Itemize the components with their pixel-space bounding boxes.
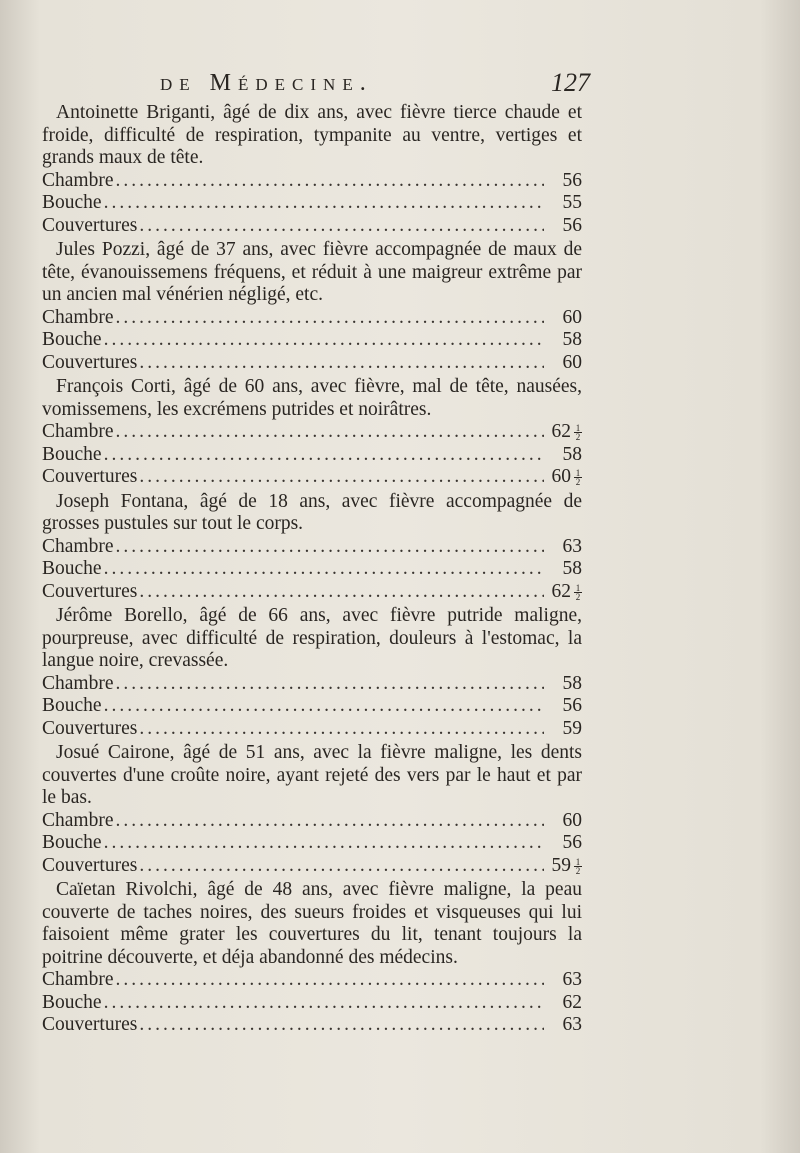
measurement-label: Bouche bbox=[42, 329, 102, 350]
patient-description-text: Caïetan Rivolchi, âgé de 48 ans, avec fièvre maligne, la peau couverte de taches noires, des sueurs froides et visqueuses qui lui faisoient même grater les couvertures du lit, tenant toujours la poitrine découverte, et déja abandonné des médecins. bbox=[42, 879, 582, 968]
dot-leader bbox=[104, 832, 544, 855]
measurement-row bbox=[42, 352, 582, 375]
measurement-label: Chambre bbox=[42, 421, 114, 442]
measurement-label: Couvertures bbox=[42, 854, 138, 876]
dot-leader bbox=[139, 581, 544, 604]
measurement-value bbox=[544, 215, 582, 238]
measurement-label: Chambre bbox=[42, 969, 114, 990]
measurement-row bbox=[42, 192, 582, 215]
patient-description-text: Joseph Fontana, âgé de 18 ans, avec fièvre accompagnée de grosses pustules sur tout le corps. bbox=[42, 490, 582, 534]
dot-leader bbox=[115, 307, 544, 330]
measurement-row bbox=[42, 855, 582, 878]
measurement-row bbox=[42, 421, 582, 444]
measurement-number: 59 bbox=[562, 717, 582, 739]
measurement-value bbox=[544, 444, 582, 467]
measurement-number: 56 bbox=[562, 214, 582, 236]
measurement-value bbox=[544, 170, 582, 193]
measurement-value bbox=[544, 695, 582, 718]
measurement-row bbox=[42, 170, 582, 193]
measurement-row bbox=[42, 536, 582, 559]
half-fraction: $\frac{1}{2}$ bbox=[575, 468, 581, 488]
measurement-number: 58 bbox=[562, 672, 582, 694]
measurement-number: 58 bbox=[562, 329, 582, 350]
measurement-value bbox=[544, 466, 582, 489]
half-fraction: $\frac{1}{2}$ bbox=[575, 423, 581, 443]
dot-leader bbox=[104, 192, 544, 215]
dot-leader bbox=[115, 421, 544, 444]
measurement-row bbox=[42, 969, 582, 992]
dot-leader bbox=[139, 215, 544, 238]
patient-description bbox=[42, 376, 582, 421]
dot-leader bbox=[115, 969, 544, 992]
measurement-row bbox=[42, 558, 582, 581]
measurement-number: 63 bbox=[562, 969, 582, 990]
measurement-number: 62 bbox=[551, 421, 571, 442]
patient-description-text: Josué Cairone, âgé de 51 ans, avec la fièvre maligne, les dents couvertes d'une croûte noire, ayant rejeté des vers par le haut et par le bas. bbox=[42, 742, 582, 808]
measurement-value bbox=[544, 352, 582, 375]
measurement-label: Couvertures bbox=[42, 351, 138, 373]
measurement-row bbox=[42, 832, 582, 855]
measurement-number: 60 bbox=[551, 466, 571, 487]
measurement-label: Couvertures bbox=[42, 717, 138, 739]
dot-leader bbox=[115, 673, 544, 696]
measurement-value bbox=[544, 329, 582, 352]
measurement-row bbox=[42, 466, 582, 489]
patient-description bbox=[42, 491, 582, 536]
measurement-value bbox=[544, 718, 582, 741]
dot-leader bbox=[104, 558, 544, 581]
measurement-row bbox=[42, 444, 582, 467]
measurement-number: 58 bbox=[562, 558, 582, 579]
patient-entry bbox=[42, 102, 582, 237]
dot-leader bbox=[139, 1014, 544, 1037]
measurement-value bbox=[544, 421, 582, 444]
measurement-row bbox=[42, 329, 582, 352]
measurement-label: Couvertures bbox=[42, 466, 138, 487]
measurement-number: 55 bbox=[562, 192, 582, 213]
measurement-number: 63 bbox=[562, 1014, 582, 1035]
measurement-value bbox=[544, 992, 582, 1015]
half-fraction: $\frac{1}{2}$ bbox=[575, 582, 581, 602]
dot-leader bbox=[139, 466, 544, 489]
measurement-label: Bouche bbox=[42, 443, 102, 465]
measurement-row bbox=[42, 673, 582, 696]
dot-leader bbox=[104, 695, 544, 718]
half-fraction: $\frac{1}{2}$ bbox=[575, 856, 581, 876]
measurement-label: Bouche bbox=[42, 558, 102, 579]
measurement-value bbox=[544, 307, 582, 330]
measurement-number: 62 bbox=[551, 580, 571, 602]
patient-entry bbox=[42, 239, 582, 374]
measurement-row bbox=[42, 215, 582, 238]
measurement-number: 62 bbox=[562, 991, 582, 1013]
dot-leader bbox=[104, 444, 544, 467]
patient-description bbox=[42, 879, 582, 969]
measurement-number: 59 bbox=[551, 854, 571, 876]
measurement-number: 60 bbox=[562, 351, 582, 373]
patient-entry bbox=[42, 376, 582, 489]
patient-description bbox=[42, 742, 582, 810]
measurement-label: Bouche bbox=[42, 991, 102, 1013]
dot-leader bbox=[104, 329, 544, 352]
measurement-value bbox=[544, 558, 582, 581]
measurement-number: 60 bbox=[562, 809, 582, 831]
measurement-row bbox=[42, 810, 582, 833]
measurement-label: Chambre bbox=[42, 169, 114, 191]
measurement-value bbox=[544, 192, 582, 215]
measurement-number: 63 bbox=[562, 535, 582, 557]
measurement-label: Chambre bbox=[42, 535, 114, 557]
measurement-number: 56 bbox=[562, 832, 582, 853]
patient-description-text: Antoinette Briganti, âgé de dix ans, avec fièvre tierce chaude et froide, difficulté de respiration, tympanite au ventre, vertiges et grands maux de tête. bbox=[42, 102, 582, 168]
measurement-label: Bouche bbox=[42, 192, 102, 213]
measurement-value bbox=[544, 969, 582, 992]
dot-leader bbox=[115, 810, 544, 833]
measurement-value bbox=[544, 581, 582, 604]
patient-entry bbox=[42, 879, 582, 1037]
dot-leader bbox=[139, 352, 544, 375]
measurement-label: Bouche bbox=[42, 832, 102, 853]
measurement-row bbox=[42, 718, 582, 741]
patient-entries bbox=[42, 102, 582, 1039]
patient-entry bbox=[42, 605, 582, 740]
measurement-number: 56 bbox=[562, 695, 582, 716]
measurement-label: Couvertures bbox=[42, 580, 138, 602]
measurement-label: Chambre bbox=[42, 672, 114, 694]
dot-leader bbox=[115, 536, 544, 559]
measurement-label: Chambre bbox=[42, 306, 114, 328]
measurement-label: Couvertures bbox=[42, 214, 138, 236]
measurement-number: 58 bbox=[562, 443, 582, 465]
measurement-number: 56 bbox=[562, 169, 582, 191]
dot-leader bbox=[104, 992, 544, 1015]
running-head: de Médecine. bbox=[160, 70, 373, 96]
measurement-label: Couvertures bbox=[42, 1014, 138, 1035]
patient-description bbox=[42, 239, 582, 307]
measurement-row bbox=[42, 695, 582, 718]
measurement-value bbox=[544, 673, 582, 696]
measurement-value bbox=[544, 1014, 582, 1037]
measurement-row bbox=[42, 307, 582, 330]
measurement-value bbox=[544, 536, 582, 559]
patient-entry bbox=[42, 491, 582, 604]
dot-leader bbox=[115, 170, 544, 193]
page-number: 127 bbox=[551, 68, 590, 97]
patient-description-text: Jules Pozzi, âgé de 37 ans, avec fièvre accompagnée de maux de tête, évanouissemens fréquens, et réduit à une maigreur extrême par un ancien mal vénérien négligé, etc. bbox=[42, 239, 582, 305]
measurement-row bbox=[42, 581, 582, 604]
measurement-value bbox=[544, 832, 582, 855]
patient-entry bbox=[42, 742, 582, 877]
page-header bbox=[150, 64, 590, 104]
measurement-value bbox=[544, 855, 582, 878]
measurement-value bbox=[544, 810, 582, 833]
patient-description bbox=[42, 102, 582, 170]
measurement-label: Bouche bbox=[42, 695, 102, 716]
patient-description-text: François Corti, âgé de 60 ans, avec fièvre, mal de tête, nausées, vomissemens, les excrémens putrides et noirâtres. bbox=[42, 376, 582, 420]
measurement-row bbox=[42, 1014, 582, 1037]
patient-description-text: Jérôme Borello, âgé de 66 ans, avec fièvre putride maligne, pourpreuse, avec difficulté de respiration, douleurs à l'estomac, la langue noire, crevassée. bbox=[42, 605, 582, 671]
dot-leader bbox=[139, 718, 544, 741]
patient-description bbox=[42, 605, 582, 673]
measurement-row bbox=[42, 992, 582, 1015]
measurement-label: Chambre bbox=[42, 809, 114, 831]
measurement-number: 60 bbox=[562, 306, 582, 328]
dot-leader bbox=[139, 855, 544, 878]
